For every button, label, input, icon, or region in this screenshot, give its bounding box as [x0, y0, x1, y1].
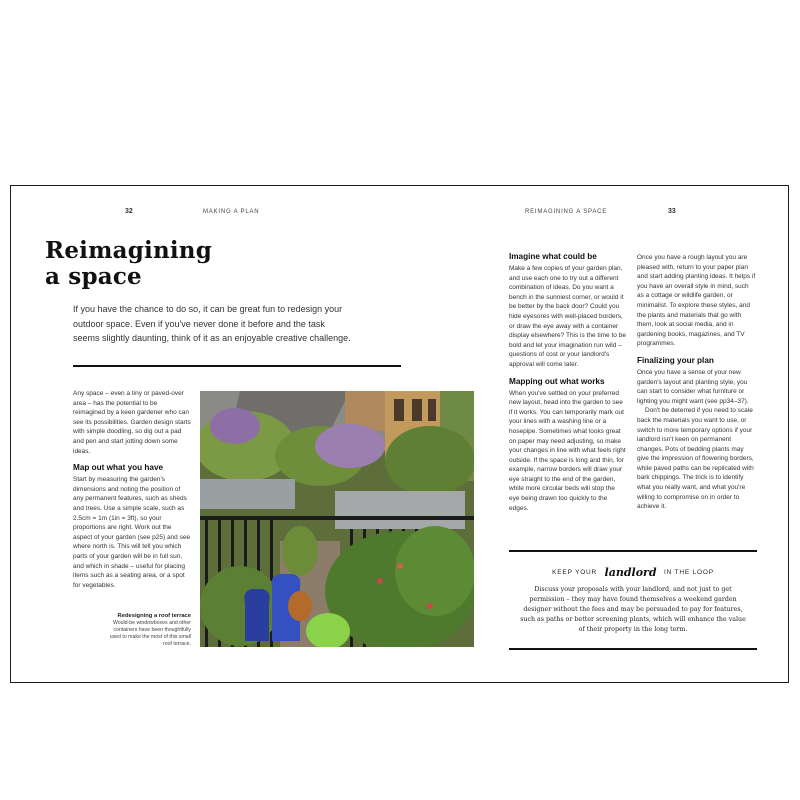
left-running-head: MAKING A PLAN	[203, 209, 260, 215]
left-intro-text: Any space – even a tiny or paved-over area – has the potential to be reimagined by a keen gardener who can see its possibilities. Garden design starts with simple doodling, so dig out a pad and pen and start jotting down some ideas.	[73, 390, 191, 455]
body-mapping: When you've settled on your preferred new layout, head into the garden to see if it works. You can temporarily mark out your lines with a washing line or a hosepipe. Sometimes what looks great on paper may need adjusting, so make your changes in line with what feels right outside. If the space is long and thin, for example, narrow borders will draw your eye straight to the end of the garden, while more circular beds will stop the eye being drawn too quickly to the edges.	[509, 389, 626, 512]
tip-head-word: landlord	[604, 566, 657, 579]
heading-mapping: Mapping out what works	[509, 376, 605, 386]
tip-box-heading	[509, 566, 757, 580]
right-page-number: 33	[668, 208, 676, 215]
caption-title: Redesigning a roof terrace	[117, 613, 191, 619]
section-body-map: Start by measuring the garden's dimensions and noting the position of any permanent features, such as sheds and trees. Use a simple scale, such as 2.5cm = 1m (1in = 3ft), so your proportions are right. Work out the aspect of your garden (see p25) and see where north is. This will tell you which parts of your garden will be in full sun, and which in shade – useful for placing items such as a seating area, or a spot for vegetables.	[73, 476, 191, 589]
title-line-1: Reimagining	[45, 237, 213, 264]
body-planting: Once you have a rough layout you are pleased with, return to your paper plan and start adding planting ideas. It helps if you have an overall style in mind, such as a cottage or wildlife garden, or minimalist. To explore these styles, and the plants and materials that go with them, look at social media, and in gardening books, magazines, and TV programmes.	[637, 254, 756, 348]
intro-paragraph: If you have the chance to do so, it can be great fun to redesign your outdoor space. Even if you've never done it before and the task seems slightly daunting, think of it as an enjoyable creative challenge.	[73, 304, 351, 343]
body-finalizing: Once you have a sense of your new garden's layout and planting style, you can start to consider what furniture or lighting you might want (see pp34–37).	[637, 368, 749, 405]
roof-terrace-photo	[200, 391, 474, 647]
title-rule	[73, 365, 401, 367]
body-deterred: Don't be deterred if you need to scale back the materials you want to use, or switch to more temporary options if your landlord isn't keen on permanent changes. Pots of bedding plants may give the impression of flowering borders, while paved paths can be replicated with bark chippings. The trick is to identify what you really want, and what you're willing to compromise on in order to achieve it.	[637, 407, 754, 511]
left-page-number: 32	[125, 208, 133, 215]
tip-box-body: Discuss your proposals with your landlord, and not just to get permission – they may have found themselves a weekend garden designer without the fees and may be persuaded to pay for features, such as paths or better screening plants, which will enhance the value of their property in the long term.	[520, 586, 746, 634]
right-column-1	[509, 251, 627, 513]
caption-body: Would-be windowboxes and other containers have been thoughtfully used to make the most of this small roof terrace.	[109, 620, 191, 647]
page-title	[45, 238, 212, 290]
roof-terrace-illustration	[200, 391, 474, 647]
landlord-tip-box	[509, 550, 757, 650]
tip-head-after: IN THE LOOP	[663, 569, 714, 576]
heading-finalizing: Finalizing your plan	[637, 355, 714, 365]
heading-imagine: Imagine what could be	[509, 252, 597, 261]
body-imagine: Make a few copies of your garden plan, and use each one to try out a different combination of ideas. Do you want a bench in the sunniest corner, or would it be better by the back door? Could you hide eyesores with well-placed borders, or draw the eye away with a container display elsewhere? This is the time to be bold and let your imagination run wild – questions of cost or your landlord's approval will come later.	[509, 265, 626, 368]
section-heading-map: Map out what you have	[73, 463, 164, 473]
book-spread	[10, 185, 789, 683]
tip-head-before: KEEP YOUR	[552, 569, 598, 576]
right-running-head: REIMAGINING A SPACE	[525, 209, 608, 215]
left-text-column	[73, 389, 191, 590]
right-column-2	[637, 253, 757, 512]
title-line-2: a space	[45, 263, 142, 290]
photo-caption	[109, 612, 191, 648]
